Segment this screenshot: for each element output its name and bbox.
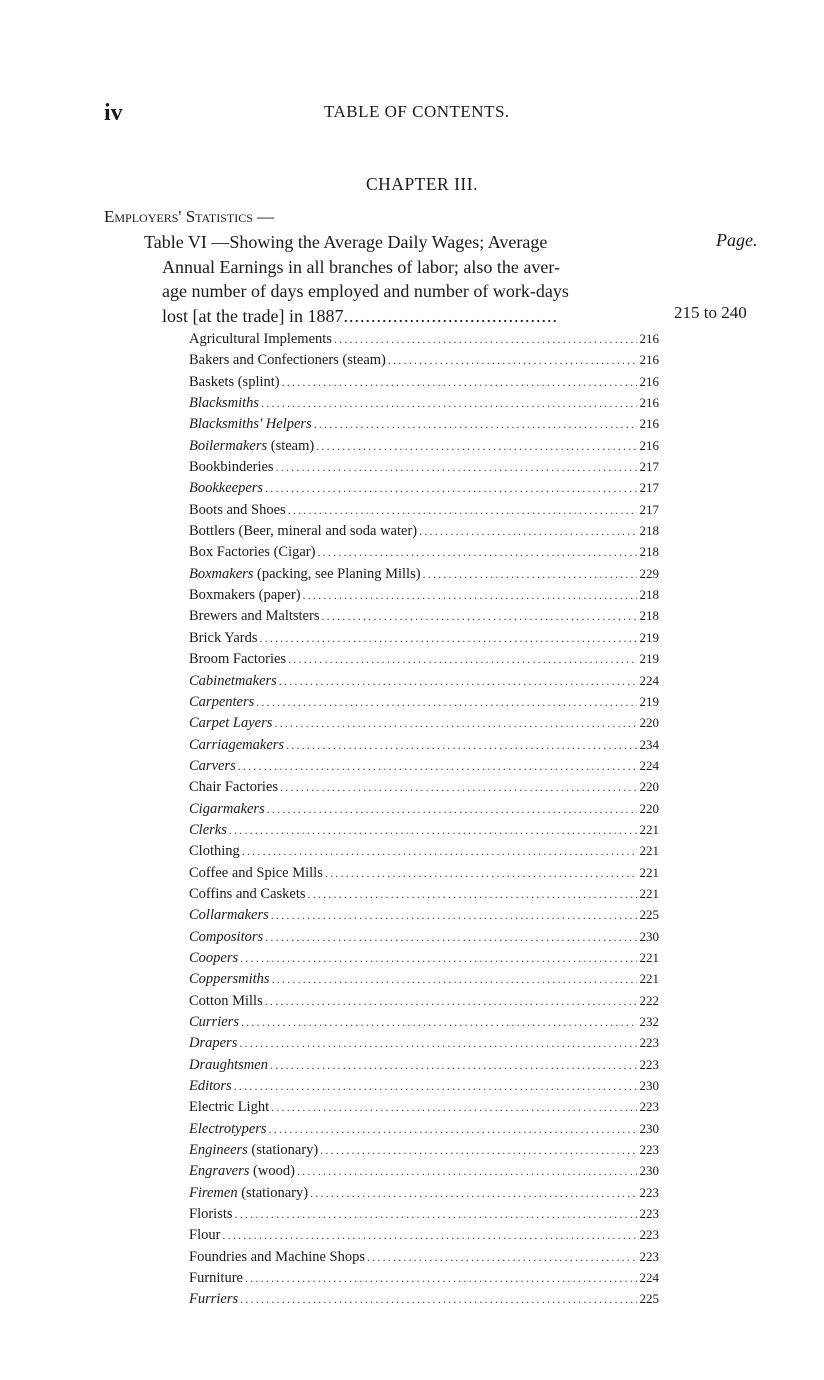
entry-main-text: Florists <box>189 1206 233 1223</box>
entry-page-number: 220 <box>639 779 659 795</box>
toc-entry <box>189 563 659 584</box>
dot-leader <box>280 777 637 798</box>
dot-leader <box>229 820 637 841</box>
toc-entry <box>189 499 659 520</box>
toc-entry <box>189 1160 659 1181</box>
entry-main-text: Agricultural Implements <box>189 331 332 347</box>
toc-entry <box>189 1203 659 1224</box>
toc-entry <box>189 862 659 883</box>
entry-name <box>189 927 263 948</box>
toc-entry <box>189 968 659 989</box>
entry-page-number: 223 <box>639 1142 659 1158</box>
dot-leader: ....................................... <box>343 305 558 326</box>
toc-entry <box>189 691 659 712</box>
entry-page-number: 224 <box>639 757 659 773</box>
entry-page-number: 222 <box>639 992 659 1008</box>
dot-leader <box>286 735 636 756</box>
toc-entry <box>189 776 659 797</box>
entry-page-number: 224 <box>639 1270 659 1286</box>
entry-main-text: Brick Yards <box>189 629 258 646</box>
entry-qualifier: (stationary) <box>237 1184 309 1201</box>
entry-page-number: 232 <box>639 1014 659 1029</box>
dot-leader <box>367 1247 637 1268</box>
entry-page-number: 229 <box>639 565 659 581</box>
dot-leader <box>282 372 637 393</box>
toc-entry <box>189 798 659 819</box>
entry-main-text: Broom Factories <box>189 651 287 668</box>
entry-name <box>189 350 386 371</box>
entry-page-number: 221 <box>639 843 659 859</box>
dot-leader <box>272 969 637 990</box>
entry-name <box>189 542 315 563</box>
entry-main-text: Chair Factories <box>189 779 278 796</box>
dot-leader <box>271 905 637 926</box>
dot-leader <box>222 1225 636 1246</box>
toc-entry <box>189 990 659 1011</box>
dot-leader <box>259 628 636 649</box>
entry-name <box>189 478 263 499</box>
page-number: iv <box>104 100 123 126</box>
dot-leader <box>238 756 637 777</box>
entry-name <box>189 1161 295 1182</box>
entry-page-number: 223 <box>639 1056 659 1072</box>
toc-entry <box>189 477 659 498</box>
entry-main-text: Carvers <box>189 757 236 774</box>
dot-leader <box>288 500 637 521</box>
entry-page-number: 219 <box>639 693 659 709</box>
entry-name <box>189 436 314 457</box>
entry-name <box>189 1183 308 1204</box>
entry-name <box>189 1097 269 1118</box>
entry-main-text: Clothing <box>189 843 240 860</box>
entry-page-number: 223 <box>639 1099 659 1115</box>
entry-name <box>189 777 278 798</box>
entry-name <box>189 564 421 585</box>
entry-page-number: 223 <box>639 1206 659 1222</box>
toc-entry <box>189 435 659 456</box>
toc-entry <box>189 605 659 626</box>
toc-entry <box>189 328 659 349</box>
page-range: 215 to 240 <box>674 303 747 322</box>
entry-main-text: Blacksmiths' Helpers <box>189 416 312 433</box>
chapter-heading: CHAPTER III. <box>366 174 478 194</box>
entry-page-number: 221 <box>639 864 659 880</box>
entry-name <box>189 671 277 692</box>
entry-name <box>189 393 259 414</box>
entry-page-number: 223 <box>639 1184 659 1200</box>
entry-main-text: Coffins and Caskets <box>189 885 306 902</box>
dot-leader <box>279 671 637 692</box>
toc-entry <box>189 1246 659 1267</box>
toc-entries <box>189 328 659 1310</box>
entry-main-text: Carpet Layers <box>189 715 273 732</box>
entry-name <box>189 1012 239 1033</box>
entry-main-text: Brewers and Maltsters <box>189 608 320 625</box>
entry-name <box>189 606 319 627</box>
entry-page-number: 220 <box>639 800 659 816</box>
entry-page-number: 221 <box>639 971 659 987</box>
toc-entry <box>189 883 659 904</box>
entry-main-text: Compositors <box>189 928 264 945</box>
entry-name <box>189 585 301 606</box>
entry-page-number: 230 <box>639 1163 659 1179</box>
dot-leader <box>241 1012 637 1033</box>
dot-leader <box>240 1289 636 1310</box>
entry-page-number: 216 <box>639 331 659 346</box>
dot-leader <box>267 799 637 820</box>
entry-name <box>189 692 254 713</box>
entry-page-number: 216 <box>639 437 659 453</box>
entry-name <box>189 799 265 820</box>
entry-main-text: Baskets (splint) <box>189 373 280 390</box>
toc-entry <box>189 1224 659 1245</box>
entry-main-text: Cotton Mills <box>189 992 263 1009</box>
dot-leader <box>265 991 637 1012</box>
dot-leader <box>419 521 636 542</box>
entry-main-text: Carpenters <box>189 693 255 710</box>
entry-page-number: 221 <box>639 885 659 901</box>
dot-leader <box>261 393 636 414</box>
entry-name <box>189 457 274 478</box>
entry-main-text: Bottlers (Beer, mineral and soda water) <box>189 523 418 540</box>
entry-name <box>189 1119 267 1140</box>
entry-main-text: Electric Light <box>189 1099 270 1116</box>
dot-leader <box>242 841 637 862</box>
dot-leader <box>325 863 637 884</box>
entry-page-number: 218 <box>639 523 659 539</box>
entry-main-text: Drapers <box>189 1035 238 1052</box>
dot-leader <box>297 1161 637 1182</box>
entry-name <box>189 521 417 542</box>
section-heading: Employers' Statistics — <box>104 207 275 226</box>
table-title-line-4-text: lost [at the trade] in 1887 <box>162 305 344 326</box>
toc-entry <box>189 584 659 605</box>
dot-leader <box>245 1268 637 1289</box>
toc-entry <box>189 456 659 477</box>
dot-leader <box>310 1183 636 1204</box>
toc-entry <box>189 840 659 861</box>
entry-main-text: Coppersmiths <box>189 971 270 988</box>
entry-name <box>189 628 257 649</box>
entry-main-text: Editors <box>189 1078 232 1095</box>
entry-page-number: 230 <box>639 928 659 944</box>
entry-page-number: 218 <box>639 544 659 560</box>
running-title: TABLE OF CONTENTS. <box>324 102 510 121</box>
toc-entry <box>189 1096 659 1117</box>
entry-name <box>189 820 227 841</box>
entry-main-text: Box Factories (Cigar) <box>189 544 316 561</box>
dot-leader <box>269 1119 637 1140</box>
entry-qualifier: (stationary) <box>247 1142 319 1159</box>
table-title-line-2: Annual Earnings in all branches of labor; also the aver- <box>162 256 561 277</box>
toc-entry <box>189 541 659 562</box>
toc-entry <box>189 648 659 669</box>
entry-name <box>189 905 269 926</box>
toc-entry <box>189 755 659 776</box>
entry-main-text: Electrotypers <box>189 1120 267 1137</box>
toc-entry <box>189 392 659 413</box>
dot-leader <box>265 927 636 948</box>
page-column-label: Page. <box>716 230 758 250</box>
toc-entry <box>189 734 659 755</box>
toc-entry <box>189 819 659 840</box>
entry-name <box>189 948 238 969</box>
entry-name <box>189 414 312 435</box>
toc-entry <box>189 349 659 370</box>
entry-name <box>189 735 284 756</box>
entry-name <box>189 713 272 734</box>
entry-main-text: Firemen <box>189 1184 238 1201</box>
entry-page-number: 223 <box>639 1248 659 1264</box>
entry-page-number: 216 <box>639 395 659 411</box>
entry-name <box>189 863 323 884</box>
entry-main-text: Bookbinderies <box>189 459 274 476</box>
dot-leader <box>288 649 636 670</box>
entry-main-text: Coopers <box>189 949 239 966</box>
dot-leader <box>308 884 637 905</box>
dot-leader <box>316 436 636 457</box>
entry-name <box>189 1289 238 1310</box>
entry-page-number: 218 <box>639 587 659 603</box>
toc-entry <box>189 1267 659 1288</box>
entry-qualifier: (steam) <box>267 437 315 454</box>
entry-name <box>189 1076 232 1097</box>
toc-entry <box>189 1182 659 1203</box>
dot-leader <box>303 585 637 606</box>
entry-page-number: 223 <box>639 1227 659 1243</box>
toc-entry <box>189 670 659 691</box>
entry-main-text: Boxmakers <box>189 565 254 582</box>
entry-main-text: Draughtsmen <box>189 1056 268 1073</box>
dot-leader <box>271 1097 636 1118</box>
table-title-line-4 <box>144 304 664 329</box>
dot-leader <box>265 478 636 499</box>
toc-entry <box>189 1054 659 1075</box>
entry-main-text: Boots and Shoes <box>189 501 286 518</box>
entry-page-number: 219 <box>639 651 659 667</box>
toc-entry <box>189 627 659 648</box>
entry-main-text: Collarmakers <box>189 907 269 924</box>
toc-entry <box>189 904 659 925</box>
dot-leader <box>274 713 636 734</box>
toc-entry <box>189 1032 659 1053</box>
entry-name <box>189 884 306 905</box>
dot-leader <box>388 350 637 371</box>
entry-name <box>189 329 332 350</box>
entry-name <box>189 649 286 670</box>
entry-page-number: 217 <box>639 459 659 475</box>
entry-page-number: 225 <box>639 1291 659 1307</box>
dot-leader <box>423 564 637 585</box>
dot-leader <box>239 1033 636 1054</box>
entry-name <box>189 841 240 862</box>
dot-leader <box>240 948 636 969</box>
dot-leader <box>321 606 636 627</box>
entry-main-text: Furniture <box>189 1270 243 1287</box>
entry-page-number: 218 <box>639 608 659 624</box>
entry-page-number: 230 <box>639 1120 659 1136</box>
entry-name <box>189 756 236 777</box>
entry-name <box>189 1140 318 1161</box>
toc-entry <box>189 926 659 947</box>
dot-leader <box>276 457 637 478</box>
entry-name <box>189 1268 243 1289</box>
entry-qualifier: (packing, see Planing Mills) <box>253 565 421 582</box>
entry-page-number: 230 <box>639 1078 659 1094</box>
entry-qualifier: (wood) <box>249 1163 295 1180</box>
entry-page-number: 216 <box>639 373 659 389</box>
dot-leader <box>314 414 637 435</box>
entry-main-text: Cabinetmakers <box>189 672 277 689</box>
table-title <box>144 230 664 328</box>
entry-page-number: 219 <box>639 629 659 645</box>
entry-name <box>189 1055 268 1076</box>
entry-name <box>189 969 270 990</box>
entry-page-number: 223 <box>639 1035 659 1051</box>
entry-page-number: 217 <box>639 501 659 517</box>
entry-main-text: Foundries and Machine Shops <box>189 1248 365 1265</box>
entry-main-text: Carriagemakers <box>189 736 285 753</box>
entry-main-text: Boilermakers <box>189 437 268 454</box>
entry-main-text: Coffee and Spice Mills <box>189 864 323 881</box>
toc-entry <box>189 520 659 541</box>
toc-entry <box>189 1288 659 1309</box>
table-title-line-3: age number of days employed and number of work-days <box>162 281 569 301</box>
entry-name <box>189 1247 365 1268</box>
entry-page-number: 216 <box>639 416 659 432</box>
entry-page-number: 220 <box>639 715 659 731</box>
entry-main-text: Curriers <box>189 1014 239 1030</box>
toc-entry <box>189 1139 659 1160</box>
dot-leader <box>235 1204 637 1225</box>
toc-entry <box>189 947 659 968</box>
toc-entry <box>189 1118 659 1139</box>
entry-name <box>189 991 263 1012</box>
table-title-line-1: Table VI —Showing the Average Daily Wages; Average <box>144 232 548 252</box>
dot-leader <box>320 1140 636 1161</box>
entry-page-number: 221 <box>639 949 659 965</box>
entry-name <box>189 1033 237 1054</box>
entry-page-number: 221 <box>639 821 659 837</box>
toc-entry <box>189 1075 659 1096</box>
dot-leader <box>270 1055 637 1076</box>
entry-main-text: Bakers and Confectioners (steam) <box>189 352 386 369</box>
dot-leader <box>334 329 637 350</box>
entry-page-number: 216 <box>639 352 659 368</box>
entry-main-text: Flour <box>189 1227 221 1244</box>
dot-leader <box>256 692 636 713</box>
entry-page-number: 234 <box>639 736 659 752</box>
entry-main-text: Bookkeepers <box>189 480 264 497</box>
dot-leader <box>234 1076 637 1097</box>
entry-name <box>189 372 280 393</box>
entry-main-text: Engineers <box>189 1142 248 1159</box>
entry-main-text: Clerks <box>189 821 227 838</box>
entry-main-text: Engravers <box>189 1163 250 1180</box>
entry-main-text: Furriers <box>189 1291 239 1308</box>
entry-page-number: 225 <box>639 907 659 923</box>
entry-name <box>189 500 286 521</box>
toc-entry <box>189 371 659 392</box>
toc-entry <box>189 712 659 733</box>
entry-main-text: Blacksmiths <box>189 395 260 412</box>
entry-name <box>189 1225 220 1246</box>
toc-entry <box>189 1011 659 1032</box>
entry-name <box>189 1204 233 1225</box>
entry-main-text: Boxmakers (paper) <box>189 587 301 604</box>
entry-main-text: Cigarmakers <box>189 800 265 817</box>
toc-entry <box>189 413 659 434</box>
entry-page-number: 224 <box>639 672 659 688</box>
entry-page-number: 217 <box>639 480 659 496</box>
dot-leader <box>317 542 636 563</box>
